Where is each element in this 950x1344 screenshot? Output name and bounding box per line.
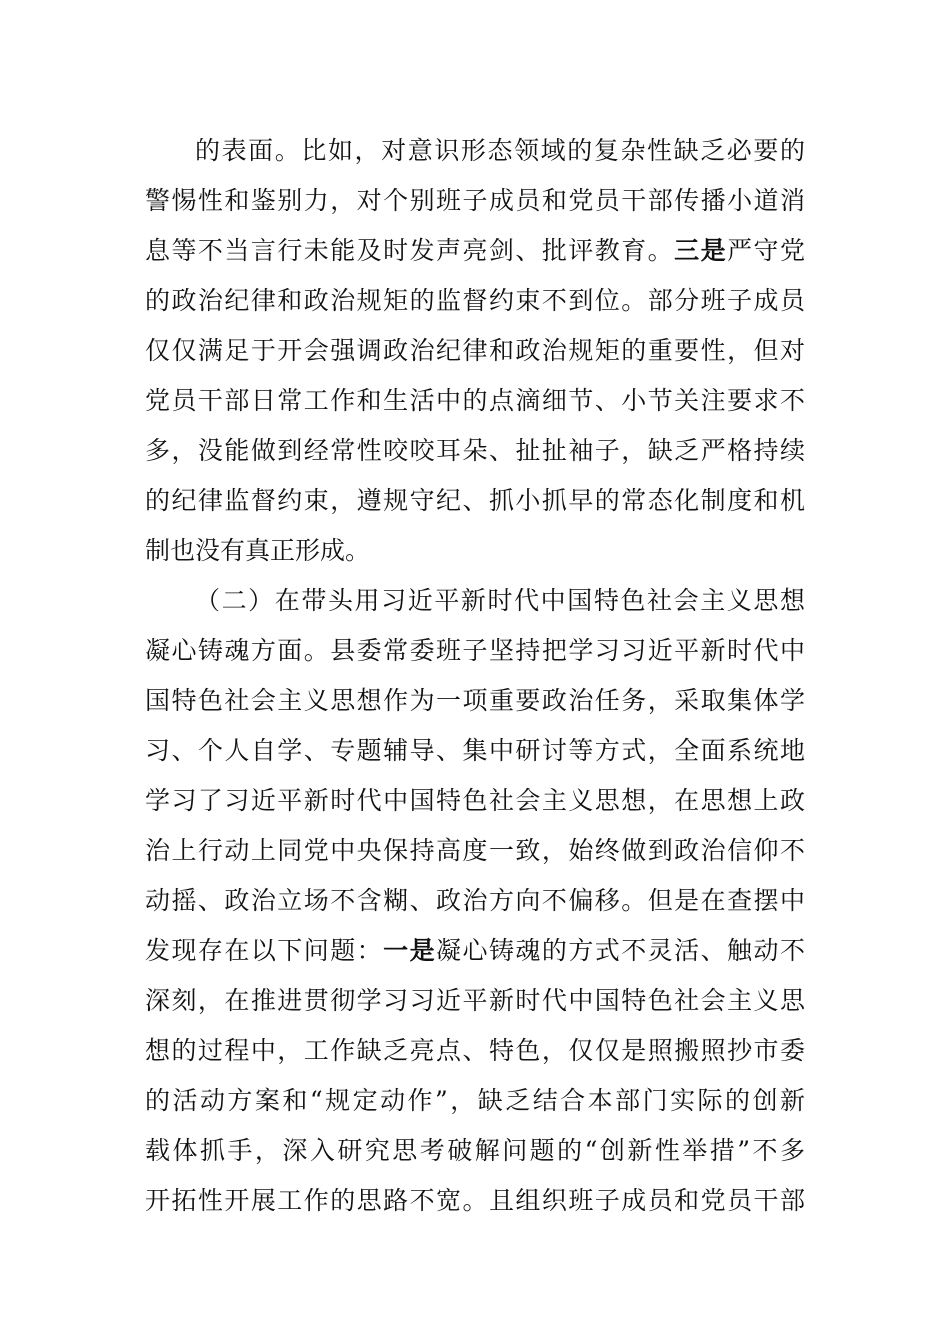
text-line (145, 176, 805, 226)
text-run: 息等不当言行未能及时发声亮剑、批评教育。 (145, 236, 675, 265)
text-run: 治上行动上同党中央保持高度一致，始终做到政治信仰不 (145, 836, 805, 865)
text-run: 仅仅满足于开会强调政治纪律和政治规矩的重要性，但对 (145, 336, 805, 365)
text-run: 载体抓手，深入研究思考破解问题的“创新性举措”不多 (145, 1136, 805, 1165)
text-run: 严守党 (727, 236, 805, 265)
text-line (145, 226, 805, 276)
text-run: 国特色社会主义思想作为一项重要政治任务，采取集体学 (145, 686, 805, 715)
text-run: 深刻，在推进贯彻学习习近平新时代中国特色社会主义思 (145, 986, 805, 1015)
text-run: 多，没能做到经常性咬咬耳朵、扯扯袖子，缺乏严格持续 (145, 436, 805, 465)
text-line (145, 376, 805, 426)
text-run: 的表面。比如，对意识形态领域的复杂性缺乏必要的 (195, 136, 805, 165)
text-run: 开拓性开展工作的思路不宽。且组织班子成员和党员干部 (145, 1186, 805, 1215)
text-line (145, 776, 805, 826)
text-line (145, 476, 805, 526)
text-line (145, 326, 805, 376)
text-run: 党员干部日常工作和生活中的点滴细节、小节关注要求不 (145, 386, 805, 415)
text-line (145, 1126, 805, 1176)
text-run: 警惕性和鉴别力，对个别班子成员和党员干部传播小道消 (145, 186, 805, 215)
section-heading: （二）在带头用习近平新时代中国特色社会主义思想 (195, 586, 805, 615)
text-line (145, 926, 805, 976)
text-line (145, 626, 805, 676)
text-line (145, 1176, 805, 1226)
text-line (145, 726, 805, 776)
text-line (145, 826, 805, 876)
text-line (145, 676, 805, 726)
text-line (195, 126, 805, 176)
text-run: 的政治纪律和政治规矩的监督约束不到位。部分班子成员 (145, 286, 805, 315)
text-line (145, 276, 805, 326)
text-run: 的纪律监督约束，遵规守纪、抓小抓早的常态化制度和机 (145, 486, 805, 515)
bold-marker: 一是 (383, 936, 437, 965)
text-line (145, 976, 805, 1026)
text-run: 学习了习近平新时代中国特色社会主义思想，在思想上政 (145, 786, 805, 815)
text-run: 制也没有真正形成。 (145, 536, 371, 565)
bold-marker: 三是 (674, 236, 728, 265)
text-run: 习、个人自学、专题辅导、集中研讨等方式，全面系统地 (145, 736, 805, 765)
text-run: 想的过程中，工作缺乏亮点、特色，仅仅是照搬照抄市委 (145, 1036, 805, 1065)
section-heading-line (195, 576, 805, 626)
text-line (145, 1026, 805, 1076)
text-run: 凝心铸魂的方式不灵活、触动不 (436, 936, 805, 965)
text-line (145, 426, 805, 476)
text-run: 县委常委班子坚持把学习习近平新时代中 (330, 636, 805, 665)
section-heading-tail: 凝心铸魂方面。 (145, 636, 331, 665)
text-line (145, 1076, 805, 1126)
text-run: 的活动方案和“规定动作”，缺乏结合本部门实际的创新 (145, 1086, 805, 1115)
text-line (145, 876, 805, 926)
text-run: 发现存在以下问题： (145, 936, 384, 965)
text-line (145, 526, 805, 576)
text-run: 动摇、政治立场不含糊、政治方向不偏移。但是在查摆中 (145, 886, 805, 915)
